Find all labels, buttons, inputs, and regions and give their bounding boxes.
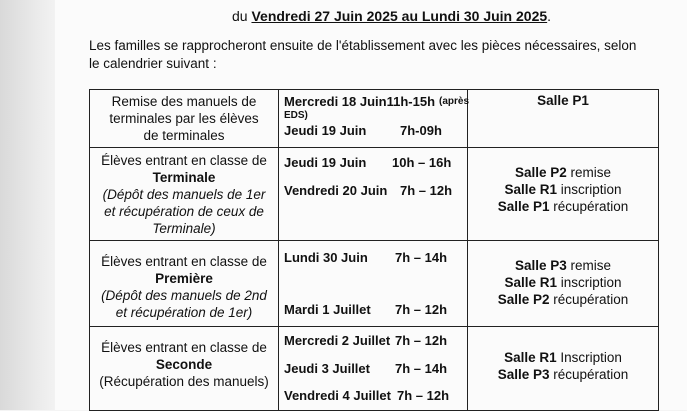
- who-cell: [90, 241, 279, 327]
- room-name: Salle P1: [537, 93, 589, 108]
- schedule-table: [89, 89, 659, 411]
- where-cell: [468, 241, 659, 327]
- where-cell: [468, 148, 659, 241]
- page-edge-shadow: [0, 0, 55, 410]
- table-row: [90, 327, 659, 411]
- intro-paragraph: Les familles se rapprocheront ensuite de l'établissement avec les pièces nécessaires, selon le calendrier suivant :: [89, 38, 637, 71]
- intro-prefix: du: [232, 8, 252, 24]
- slot-time: 7h – 12h: [395, 302, 448, 317]
- who-text: Élèves entrant en classe de: [101, 254, 267, 269]
- who-level: Terminale: [152, 170, 216, 185]
- room-name: Salle P3: [497, 367, 550, 382]
- slot-day: Lundi 30 Juin: [284, 250, 368, 265]
- when-cell: [279, 241, 468, 327]
- when-cell: [279, 90, 468, 148]
- room-name: Salle R1: [504, 350, 557, 365]
- slot-day: Mercredi 18 Juin: [284, 94, 387, 109]
- room-action: remise: [570, 165, 612, 180]
- slot-day: Jeudi 19 Juin: [284, 123, 367, 138]
- table-row: [90, 90, 659, 148]
- room-action: inscription: [560, 182, 622, 197]
- slot-extra: (après: [439, 96, 470, 107]
- who-text: Remise des manuels de terminales par les élèves de terminales: [109, 94, 259, 143]
- who-cell: [90, 148, 279, 241]
- room-name: Salle R1: [504, 182, 557, 197]
- slot-time: 10h – 16h: [392, 155, 452, 170]
- who-note: (Récupération des manuels): [99, 374, 269, 389]
- when-cell: [279, 327, 468, 411]
- slot-time: 7h-09h: [400, 123, 442, 138]
- where-cell: [468, 327, 659, 411]
- intro-dates-line: [232, 8, 551, 24]
- slot-day: Mardi 1 Juillet: [284, 302, 371, 317]
- slot-day: Vendredi 4 Juillet: [284, 388, 391, 403]
- who-level: Première: [155, 271, 213, 286]
- who-cell: [90, 327, 279, 411]
- room-name: Salle P1: [497, 199, 550, 214]
- where-cell: [468, 90, 659, 148]
- slot-time: 7h – 14h: [395, 361, 448, 376]
- who-text: Élèves entrant en classe de: [101, 153, 267, 168]
- who-text: Élèves entrant en classe de: [101, 340, 267, 355]
- room-name: Salle P2: [514, 165, 567, 180]
- slot-day: Jeudi 3 Juillet: [284, 361, 370, 376]
- slot-time: 7h – 12h: [397, 388, 450, 403]
- who-level: Seconde: [155, 357, 213, 372]
- slot-time: 11h-15h: [386, 94, 436, 109]
- intro-suffix: .: [547, 8, 552, 24]
- slot-time: 7h – 12h: [400, 183, 453, 198]
- room-action: remise: [570, 258, 612, 273]
- room-name: Salle P2: [497, 292, 550, 307]
- room-action: inscription: [560, 275, 622, 290]
- room-name: Salle R1: [504, 275, 557, 290]
- room-action: récupération: [553, 292, 629, 307]
- room-name: Salle P3: [514, 258, 567, 273]
- room-action: Inscription: [560, 350, 622, 365]
- slot-extra-2: EDS): [284, 110, 308, 121]
- when-cell: [279, 148, 468, 241]
- intro-dates: Vendredi 27 Juin 2025 au Lundi 30 Juin 2025: [251, 8, 548, 24]
- slot-time: 7h – 14h: [395, 250, 448, 265]
- table-row: [90, 241, 659, 327]
- room-action: récupération: [553, 199, 629, 214]
- who-cell: [90, 90, 279, 148]
- table-row: [90, 148, 659, 241]
- slot-day: Jeudi 19 Juin: [284, 155, 367, 170]
- who-note: (Dépôt des manuels de 2nd et récupération de 1er): [101, 288, 267, 320]
- who-note: (Dépôt des manuels de 1er et récupération de ceux de Terminale): [102, 187, 266, 236]
- slot-time: 7h – 12h: [395, 333, 448, 348]
- room-action: récupération: [553, 367, 629, 382]
- slot-day: Vendredi 20 Juin: [284, 183, 388, 198]
- slot-day: Mercredi 2 Juillet: [284, 333, 391, 348]
